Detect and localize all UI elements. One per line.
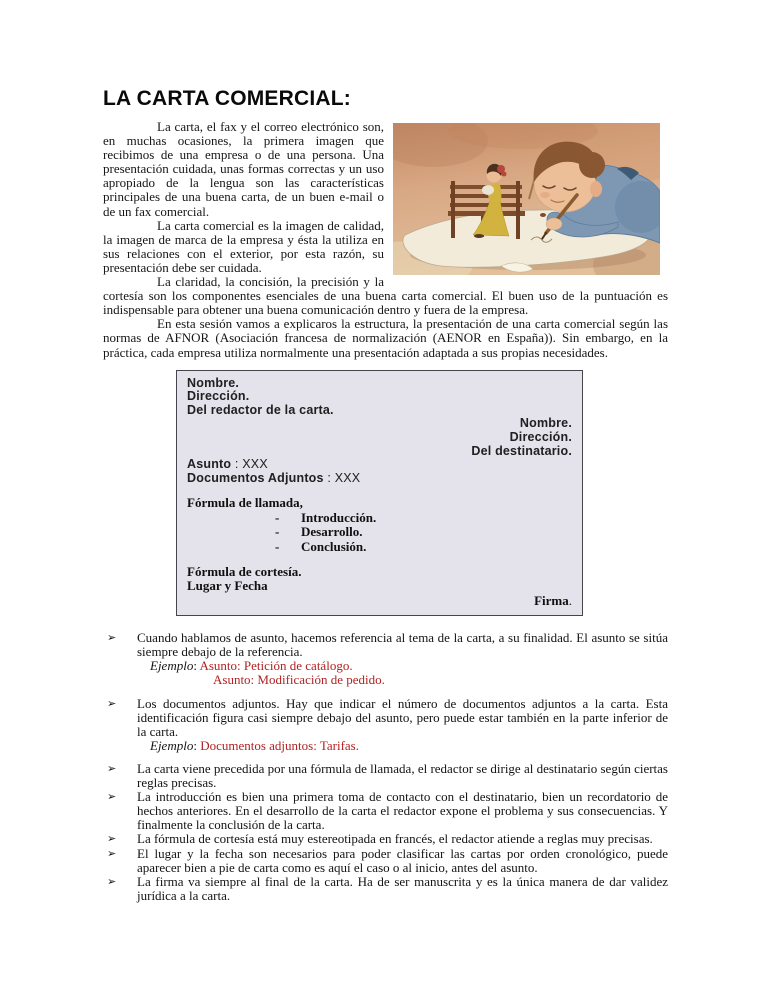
bullet-group [103,631,668,687]
signature-label: Firma [534,592,569,608]
bullet-group [103,697,668,753]
bullet-item [103,847,668,875]
example-text: Asunto: Petición de catálogo. [199,658,353,674]
body-item-label: Desarrollo. [301,524,363,540]
dash: - [275,524,280,540]
illustration-canvas [393,123,660,275]
example-sep: : [193,737,201,753]
intro-paragraph: En esta sesión vamos a explicaros la estructura, la presentación de una carta comercial según las normas de AFNOR (Asociación francesa de normalización (AENOR en España)). Sin embargo, en la práctica, cada empresa utiliza normalmente una presentación adaptada a sus propias necesidades. [103,316,668,360]
sender-line: Nombre. [187,375,240,390]
arrow-bullet-icon: ➢ [107,697,117,710]
bullet-item [103,697,668,739]
bullet-item [103,762,668,790]
arrow-bullet-icon: ➢ [107,833,117,846]
bullet-text: La fórmula de cortesía está muy estereotipada en francés, el redactor atiende a reglas muy precisas. [137,831,653,847]
bullet-item [103,875,668,903]
page-title: LA CARTA COMERCIAL: [103,87,351,110]
body-item [275,525,572,539]
example-line [213,673,668,687]
bullet-text: Los documentos adjuntos. Hay que indicar el número de documentos adjuntos a la carta. Esta identificación figura casi siempre debajo del asunto, pero puede estar también en la parte inferior de la carta. [137,695,668,739]
closing-line: Fórmula de cortesía. [187,563,302,579]
arrow-bullet-icon: ➢ [107,632,117,645]
intro-paragraph: La carta, el fax y el correo electrónico son, en muchas ocasiones, la primera imagen que recibimos de una empresa o de una persona. Una presentación cuidada, unas formas correctas y un uso apropiado de la lengua son las características principales de una buena carta, de un buen e-mail o de un fax comercial. [103,119,384,219]
bullet-text: La firma va siempre al final de la carta. Ha de ser manuscrita y es la única manera de dar validez jurídica a la carta. [137,873,668,903]
body-item-label: Introducción. [301,509,377,525]
recipient-line: Dirección. [509,429,572,444]
bullet-text: Cuando hablamos de asunto, hacemos referencia al tema de la carta, a su finalidad. El asunto se sitúa siempre debajo de la referencia. [137,630,668,660]
body-item-label: Conclusión. [301,538,367,554]
subject-line [187,458,572,472]
bullet-item [103,631,668,659]
sender-line: Dirección. [187,389,250,404]
letter-structure-box [176,370,583,617]
attachments-value: : XXX [323,470,361,485]
intro-paragraph: La carta comercial es la imagen de calidad, la imagen de marca de la empresa y ésta la utiliza en sus relaciones con el exterior, por esta razón, su presentación debe ser cuidada. [103,217,384,275]
arrow-bullet-icon: ➢ [107,791,117,804]
example-line [150,739,668,753]
body-item [275,511,572,525]
body-item [275,540,572,554]
dash: - [275,538,280,554]
document-content [103,87,668,903]
arrow-bullet-icon: ➢ [107,875,117,888]
example-text: Documentos adjuntos: Tarifas. [200,737,359,753]
salutation-line: Fórmula de llamada, [187,495,303,511]
bullet-text: La carta viene precedida por una fórmula de llamada, el redactor se dirige al destinatario según ciertas reglas precisas. [137,760,668,791]
example-sep: : [193,658,200,674]
arrow-bullet-icon: ➢ [107,762,117,775]
notes-list [103,631,668,903]
subject-label: Asunto [187,457,232,472]
example-text: Asunto: Modificación de pedido. [213,672,385,688]
example-label: Ejemplo [150,658,194,674]
bullet-text: La introducción es bien una primera toma de contacto con el destinatario, bien un recordatorio de hechos anteriores. En el desarrollo de la carta el redactor expone el problema y sus consecuencias. Y finalmente la conclusión de la carta. [137,789,668,833]
example-line [150,659,668,673]
letter-writing-illustration [393,123,660,275]
intro-paragraph: La claridad, la concisión, la precisión y la cortesía son los componentes esenciales de una buena carta comercial. El buen uso de la puntuación es indispensable para obtener una buena comunicación dentro y fuera de la empresa. [103,274,668,318]
bullet-item [103,832,668,846]
place-date-line: Lugar y Fecha [187,578,268,594]
attachments-label: Documentos Adjuntos [187,470,324,485]
example-label: Ejemplo [150,737,194,753]
attachments-line [187,472,572,486]
subject-value: : XXX [231,457,268,472]
dash: - [275,509,280,525]
signature-line [187,594,572,608]
arrow-bullet-icon: ➢ [107,847,117,860]
bullet-item [103,790,668,832]
recipient-line: Nombre. [519,416,572,431]
recipient-line: Del destinatario. [471,443,572,458]
bullet-text: El lugar y la fecha son necesarios para poder clasificar las cartas por orden cronológico, puede aparecer bien a pie de carta como es aquí el caso o al inicio, antes del asunto. [137,845,668,875]
signature-period: . [568,592,572,608]
sender-line: Del redactor de la carta. [187,402,334,417]
